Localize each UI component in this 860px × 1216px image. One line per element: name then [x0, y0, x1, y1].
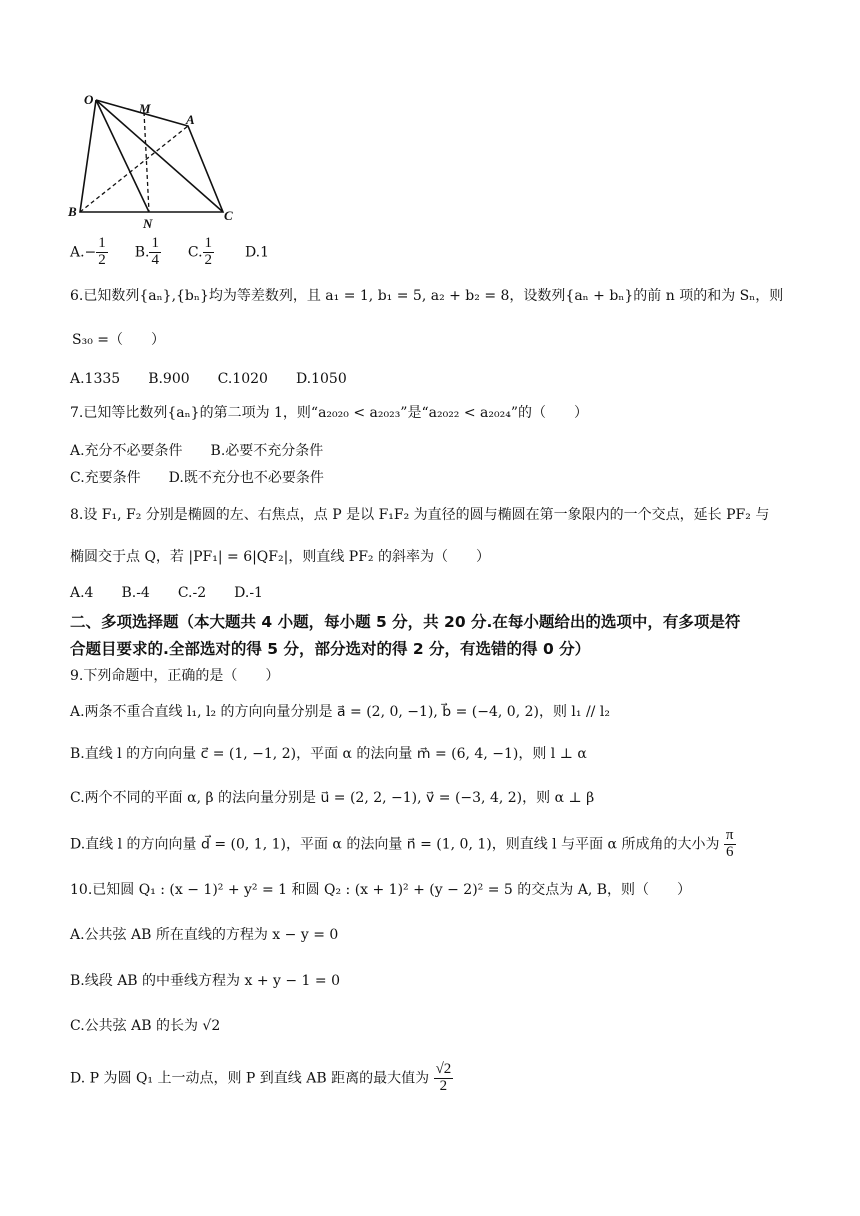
q7-options-row1: A.充分不必要条件 B.必要不充分条件 — [70, 443, 324, 459]
q5-option-d: D.1 — [244, 244, 270, 261]
label-a: A — [186, 112, 195, 127]
q5-option-a: A.− — [70, 244, 97, 261]
q9-option-b: B.直线 l 的方向向量 c⃗ = (1, −1, 2)，平面 α 的法向量 m⃗ = (6, 4, −1)，则 l ⊥ α — [70, 746, 587, 762]
q9-option-d-text: D.直线 l 的方向向量 d⃗ = (0, 1, 1)，平面 α 的法向量 n⃗ = (1, 0, 1)，则直线 l 与平面 α 所成角的大小为 — [70, 836, 720, 853]
q8-stem-line1: 8.设 F₁, F₂ 分别是椭圆的左、右焦点，点 P 是以 F₁F₂ 为直径的圆与椭圆在第一象限内的一个交点，延长 PF₂ 与 — [70, 507, 770, 523]
label-b: B — [68, 204, 77, 219]
q8-options: A.4 B.-4 C.-2 D.-1 — [70, 585, 263, 601]
q9-option-d — [70, 828, 736, 861]
q7-options-row2: C.充要条件 D.既不充分也不必要条件 — [70, 470, 324, 486]
q10-stem: 10.已知圆 Q₁ : (x − 1)² + y² = 1 和圆 Q₂ : (x + 1)² + (y − 2)² = 5 的交点为 A, B，则（ ） — [70, 882, 692, 898]
section-heading-line1: 二、多项选择题（本大题共 4 小题，每小题 5 分，共 20 分.在每小题给出的选项中，有多项是符 — [70, 613, 741, 631]
label-n: N — [143, 216, 153, 231]
q9-option-a: A.两条不重合直线 l₁, l₂ 的方向向量分别是 a⃗ = (2, 0, −1), b⃗ = (−4, 0, 2)，则 l₁ // l₂ — [70, 704, 610, 720]
q10-option-b: B.线段 AB 的中垂线方程为 x + y − 1 = 0 — [70, 973, 340, 989]
segment-ba-dashed — [80, 126, 188, 212]
label-c: C — [224, 208, 233, 223]
q5-options: A.− $\frac{1}{2}$ B. $\frac{1}{4}$ C. $\frac{1}{2}$ D.1 — [70, 235, 270, 268]
q10-option-a: A.公共弦 AB 所在直线的方程为 x − y = 0 — [70, 927, 339, 943]
q7-stem: 7.已知等比数列{aₙ}的第二项为 1，则“a₂₀₂₀ < a₂₀₂₃”是“a₂₀₂₂ < a₂₀₂₄”的（ ） — [70, 405, 589, 421]
quadrilateral-outline — [80, 100, 223, 212]
segment-on — [96, 100, 149, 212]
segment-mn-dashed — [144, 112, 149, 212]
q9-option-c: C.两个不同的平面 α, β 的法向量分别是 u⃗ = (2, 2, −1), v⃗ = (−3, 4, 2)，则 α ⊥ β — [70, 790, 595, 806]
label-o: O — [84, 92, 94, 107]
q5-option-b: B. — [134, 244, 150, 261]
q5-option-c: C. — [187, 244, 203, 261]
section-heading-line2: 合题目要求的.全部选对的得 5 分，部分选对的得 2 分，有选错的得 0 分） — [70, 640, 591, 658]
q8-stem-line2: 椭圆交于点 Q，若 |PF₁| = 6|QF₂|，则直线 PF₂ 的斜率为（ ） — [70, 549, 490, 565]
q10-option-d — [70, 1062, 453, 1095]
q10-option-d-text: D. P 为圆 Q₁ 上一动点，则 P 到直线 AB 距离的最大值为 — [70, 1070, 430, 1087]
segment-oc — [96, 100, 223, 212]
label-m: M — [139, 101, 151, 116]
q10-option-c: C.公共弦 AB 的长为 √2 — [70, 1018, 221, 1034]
q6-stem-line2: S₃₀ =（ ） — [72, 332, 165, 348]
q6-stem-line1: 6.已知数列{aₙ},{bₙ}均为等差数列，且 a₁ = 1, b₁ = 5, a₂ + b₂ = 8，设数列{aₙ + bₙ}的前 n 项的和为 Sₙ，则 — [70, 288, 784, 304]
q6-options: A.1335 B.900 C.1020 D.1050 — [70, 371, 347, 387]
q9-stem: 9.下列命题中，正确的是（ ） — [70, 668, 280, 684]
pi-over-6: $\frac{\pi}{6}$ — [725, 827, 734, 860]
sqrt2-over-2: $\frac{√2}{2}$ — [435, 1061, 452, 1094]
geometry-figure — [60, 88, 250, 233]
